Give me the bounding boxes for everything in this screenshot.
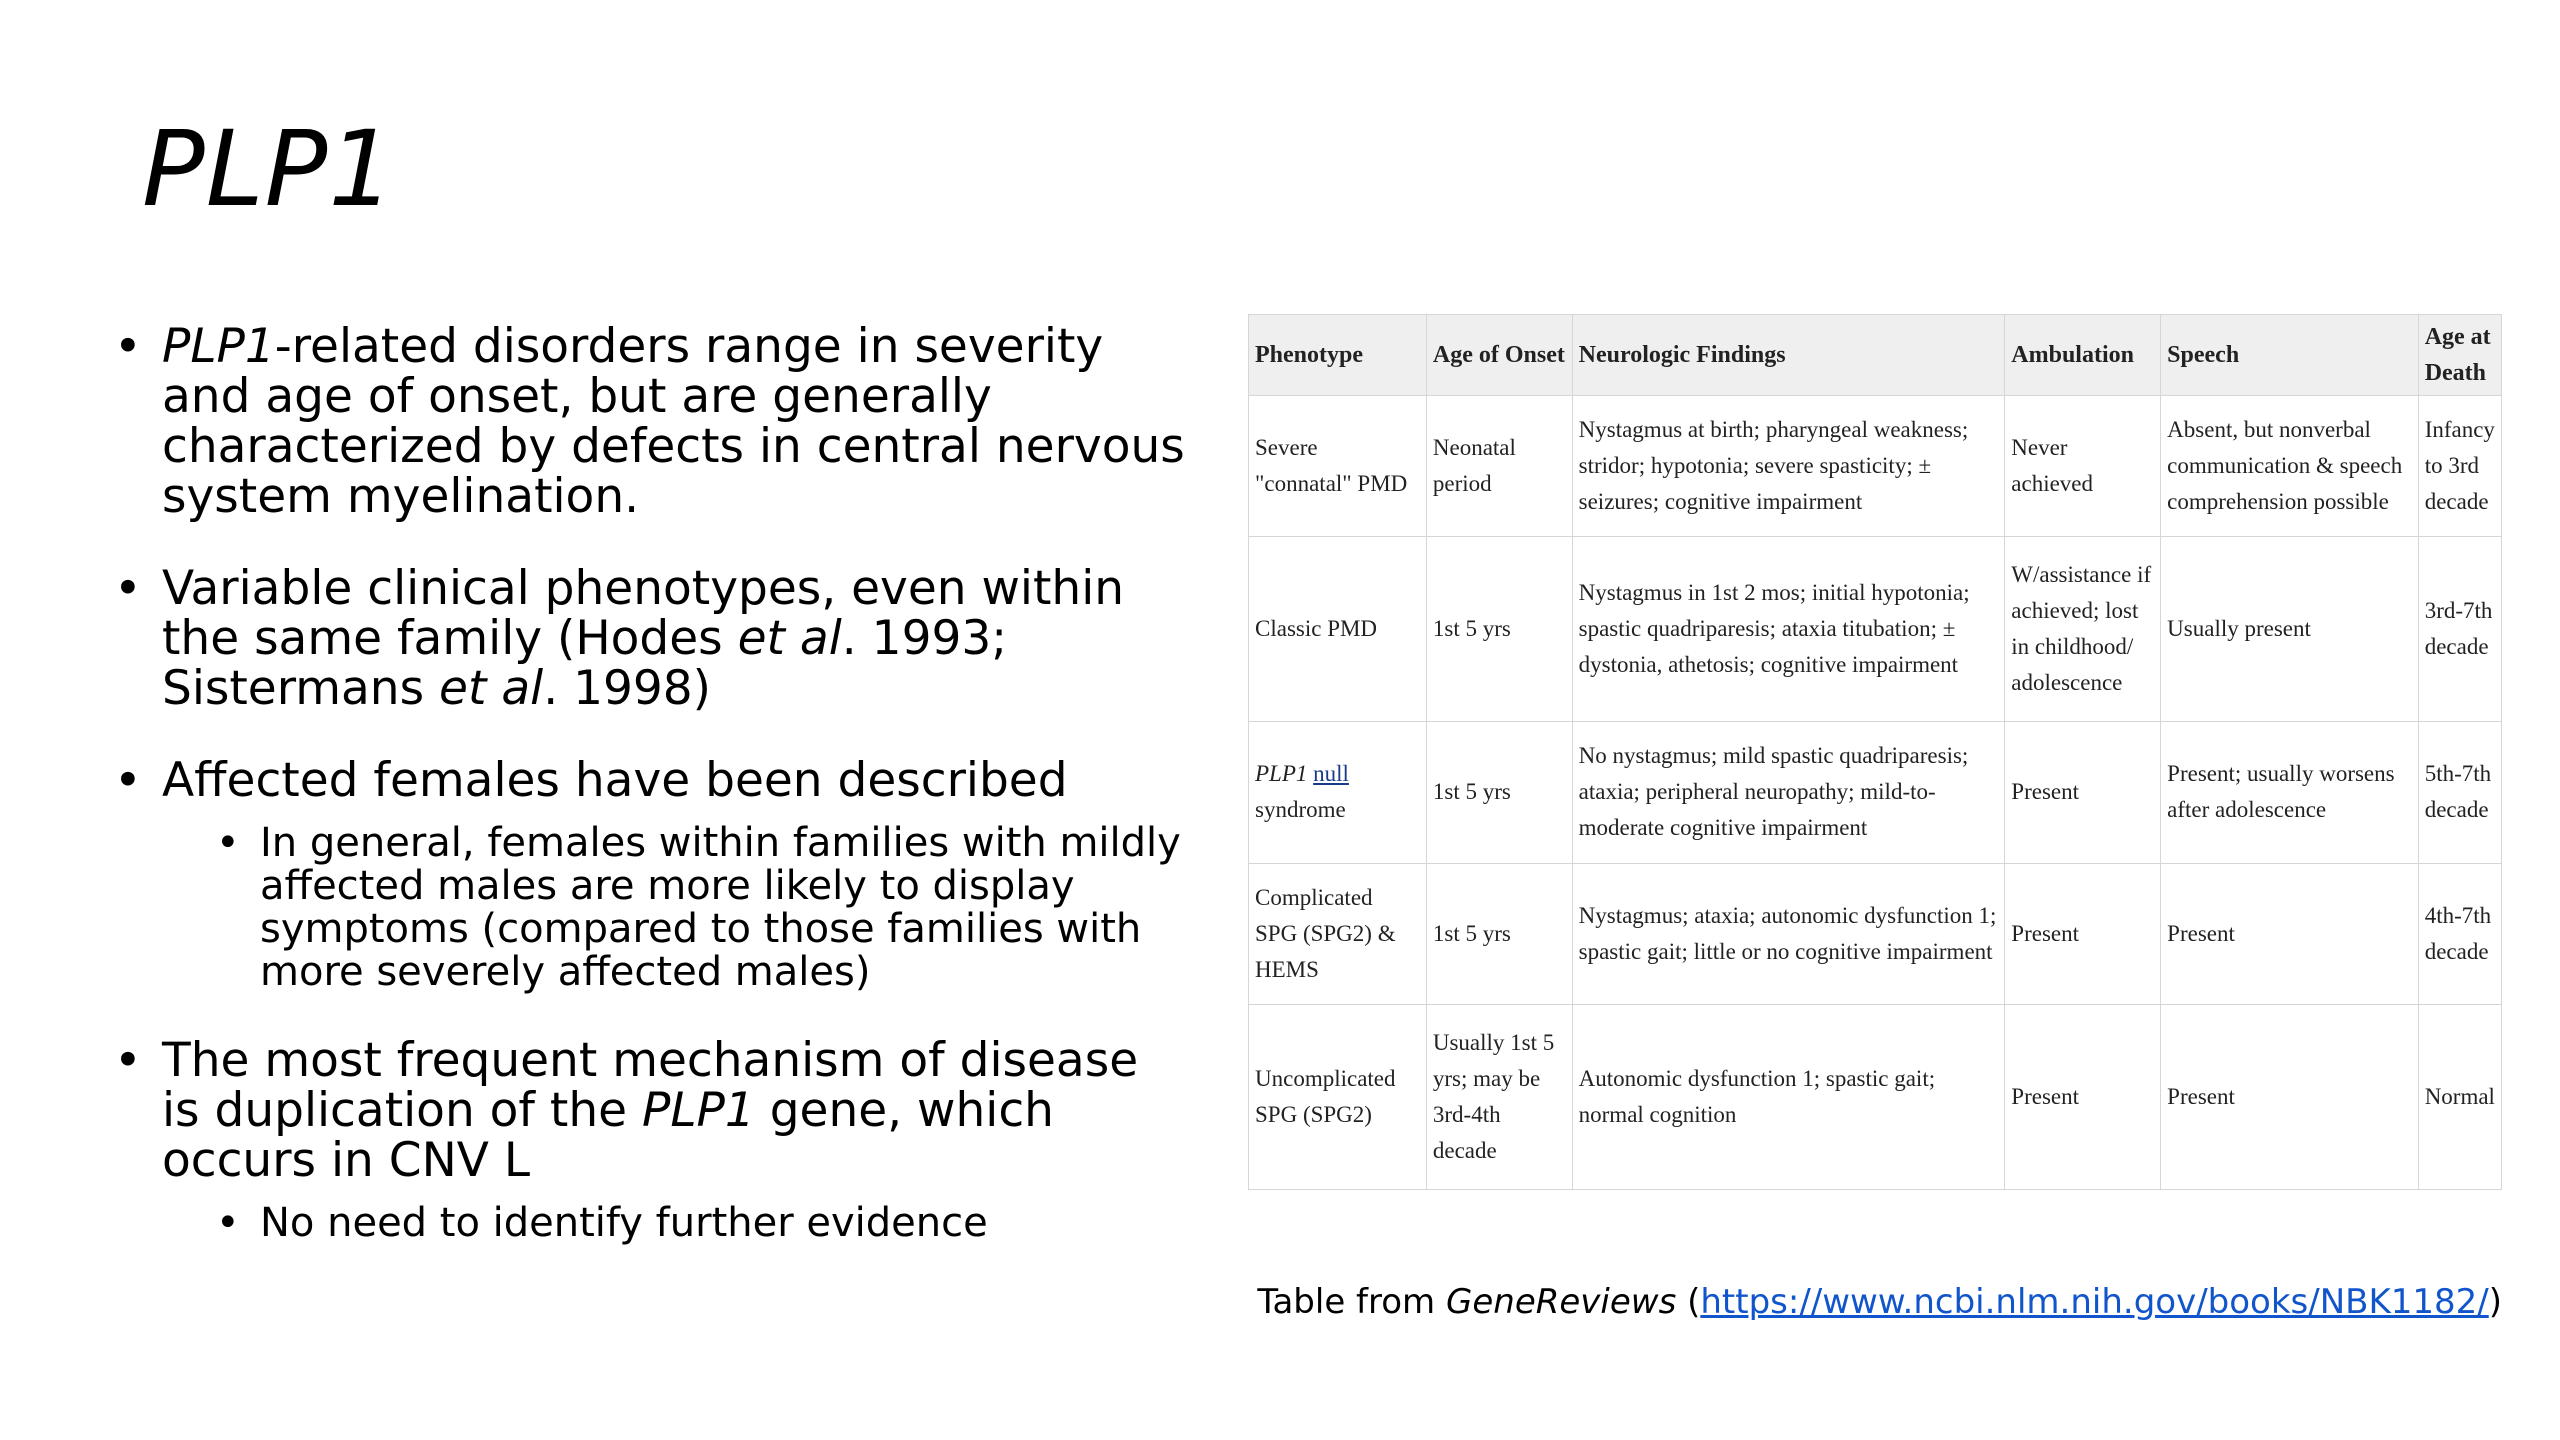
bullet-mechanism: [110, 1033, 1190, 1246]
cell-speech: Present; usually worsens after adolescence: [2161, 722, 2419, 863]
null-link[interactable]: null: [1313, 761, 1349, 787]
cell-onset: 1st 5 yrs: [1426, 863, 1572, 1004]
cell-death: 3rd-7th decade: [2418, 537, 2501, 722]
bullet-phenotypes: [110, 561, 1190, 716]
cell-speech: Present: [2161, 863, 2419, 1004]
table-caption: [1257, 1282, 2502, 1322]
caption-paren: (: [1676, 1282, 1701, 1322]
et-al: et al: [439, 661, 544, 716]
table-row: [1249, 396, 2502, 537]
sub-bullet-evidence: • No need to identify further evidence: [212, 1202, 1190, 1245]
cell-ambulation: W/assistance if achieved; lost in childhood/ adolescence: [2005, 537, 2161, 722]
phenotype-table-image: [1248, 314, 2502, 1190]
cell-phenotype: [1249, 722, 1427, 863]
cell-death: Normal: [2418, 1005, 2501, 1190]
cell-phenotype: Severe "connatal" PMD: [1249, 396, 1427, 537]
header-neurologic-findings: Neurologic Findings: [1572, 315, 2005, 396]
bullet-text: . 1993; Sistermans: [162, 611, 1008, 716]
et-al: et al: [737, 611, 842, 666]
bullet-text: . 1998): [543, 661, 712, 716]
header-speech: Speech: [2161, 315, 2419, 396]
cell-speech: Absent, but nonverbal communication & speech comprehension possible: [2161, 396, 2419, 537]
gene-name: PLP1: [641, 1083, 755, 1138]
phenotype-table: [1248, 314, 2502, 1190]
caption-source: GeneReviews: [1446, 1282, 1677, 1322]
bullet-text: Affected females have been described: [162, 753, 1068, 808]
header-age-of-onset: Age of Onset: [1426, 315, 1572, 396]
cell-phenotype-text: syndrome: [1255, 797, 1346, 823]
header-ambulation: Ambulation: [2005, 315, 2161, 396]
source-link[interactable]: https://www.ncbi.nlm.nih.gov/books/NBK1182/: [1700, 1282, 2489, 1322]
cell-findings: Nystagmus at birth; pharyngeal weakness; stridor; hypotonia; severe spasticity; ± seizures; cognitive impairment: [1572, 396, 2005, 537]
caption-paren: ): [2488, 1282, 2502, 1322]
cell-findings: Autonomic dysfunction 1; spastic gait; normal cognition: [1572, 1005, 2005, 1190]
bullet-severity: [110, 319, 1190, 524]
cell-phenotype: Complicated SPG (SPG2) & HEMS: [1249, 863, 1427, 1004]
cell-findings: Nystagmus; ataxia; autonomic dysfunction 1; spastic gait; little or no cognitive impairment: [1572, 863, 2005, 1004]
sub-bullet-list: [162, 822, 1190, 994]
cell-findings: No nystagmus; mild spastic quadriparesis; ataxia; peripheral neuropathy; mild-to-moderate cognitive impairment: [1572, 722, 2005, 863]
bullet-text: Variable clinical phenotypes, even within the same family (Hodes: [162, 561, 1125, 666]
table-row: [1249, 722, 2502, 863]
cell-findings: Nystagmus in 1st 2 mos; initial hypotonia; spastic quadriparesis; ataxia titubation; ± dystonia, athetosis; cognitive impairment: [1572, 537, 2005, 722]
cell-phenotype: Uncomplicated SPG (SPG2): [1249, 1005, 1427, 1190]
header-phenotype: Phenotype: [1249, 315, 1427, 396]
table-row: [1249, 1005, 2502, 1190]
sub-bullet-females: • In general, females within families with mildly affected males are more likely to display symptoms (compared to those families with more severely affected males): [212, 822, 1190, 994]
bullet-list: [110, 319, 1190, 1287]
cell-speech: Usually present: [2161, 537, 2419, 722]
sub-bullet-list: [162, 1202, 1190, 1245]
cell-ambulation: Present: [2005, 863, 2161, 1004]
cell-onset: Usually 1st 5 yrs; may be 3rd-4th decade: [1426, 1005, 1572, 1190]
cell-ambulation: Never achieved: [2005, 396, 2161, 537]
table-row: [1249, 863, 2502, 1004]
cell-death: 4th-7th decade: [2418, 863, 2501, 1004]
cell-phenotype: Classic PMD: [1249, 537, 1427, 722]
null-gene: PLP1: [1255, 761, 1308, 787]
bullet-females: [110, 753, 1190, 995]
header-age-at-death: Age at Death: [2418, 315, 2501, 396]
cell-ambulation: Present: [2005, 722, 2161, 863]
cell-onset: 1st 5 yrs: [1426, 537, 1572, 722]
bullet-text: -related disorders range in severity and age of onset, but are generally characterized by defects in central nervous system myelination.: [162, 319, 1185, 524]
slide-title: PLP1: [142, 108, 396, 230]
bullet-text: gene, which occurs in CNV L: [162, 1083, 1054, 1188]
table-row: [1249, 537, 2502, 722]
table-header-row: [1249, 315, 2502, 396]
cell-death: 5th-7th decade: [2418, 722, 2501, 863]
cell-onset: 1st 5 yrs: [1426, 722, 1572, 863]
cell-death: Infancy to 3rd decade: [2418, 396, 2501, 537]
caption-prefix: Table from: [1257, 1282, 1446, 1322]
bullet-text: The most frequent mechanism of disease is duplication of the: [162, 1033, 1139, 1138]
gene-name: PLP1: [162, 319, 275, 374]
cell-ambulation: Present: [2005, 1005, 2161, 1190]
cell-speech: Present: [2161, 1005, 2419, 1190]
cell-onset: Neonatal period: [1426, 396, 1572, 537]
